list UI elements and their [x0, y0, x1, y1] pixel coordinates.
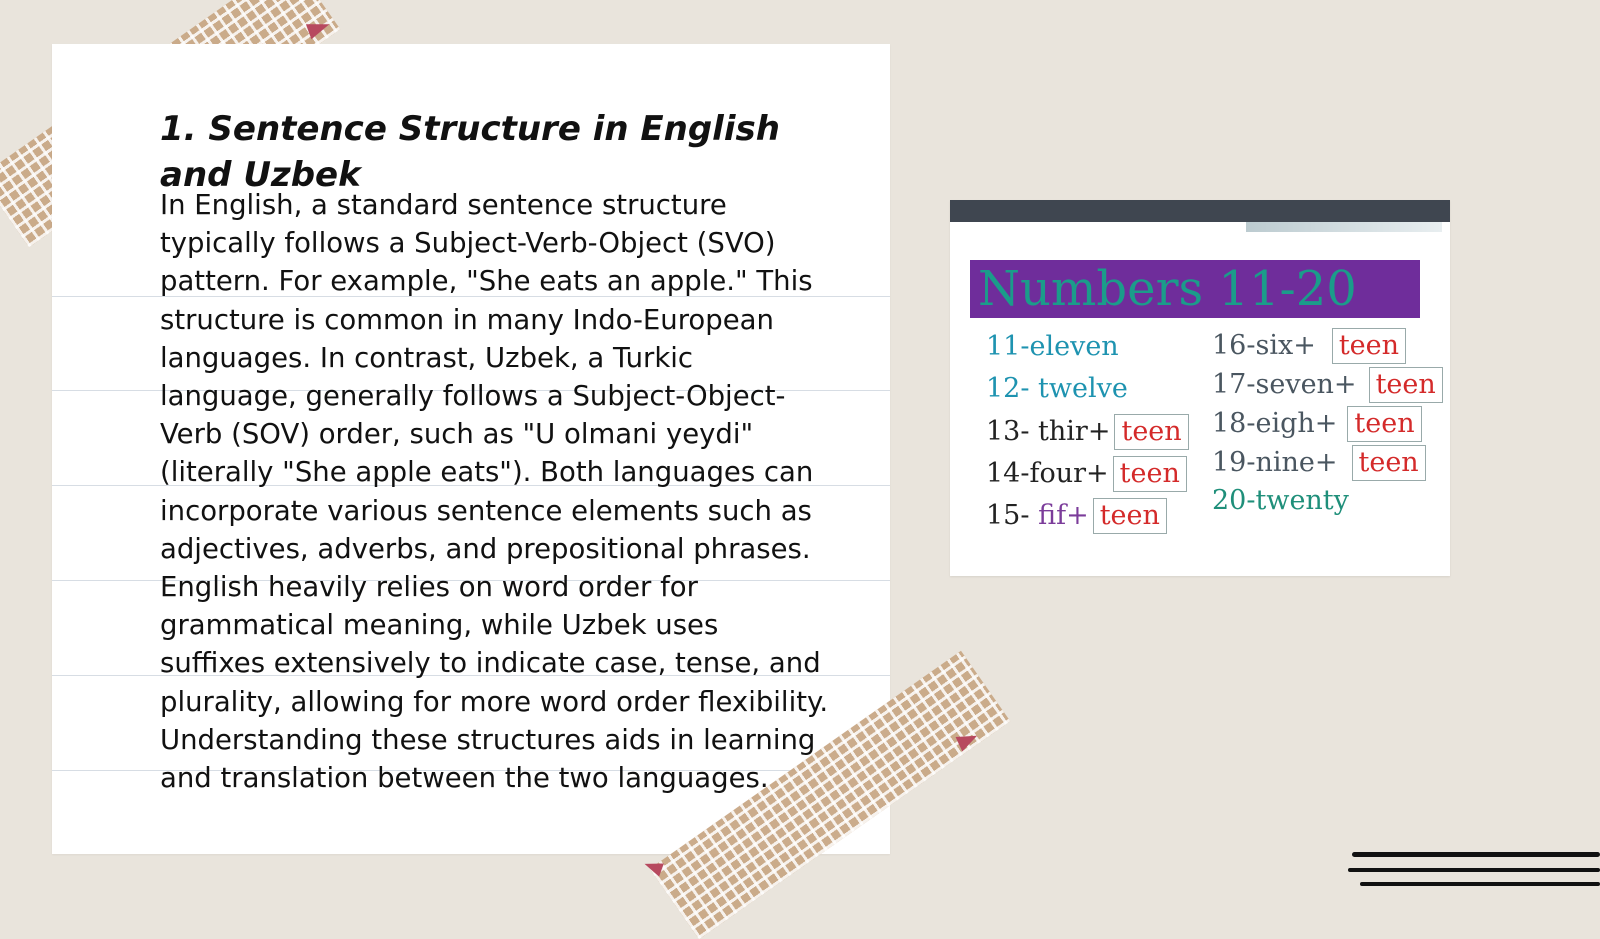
image-header-bar [950, 200, 1450, 222]
numbers-image [950, 200, 1450, 576]
slide-title: 1. Sentence Structure in English and Uzbek [160, 109, 780, 195]
number-word: fif+ [1038, 500, 1089, 531]
number-label: 12- twelve [986, 373, 1128, 404]
teen-suffix-box: teen [1093, 498, 1167, 534]
number-12 [986, 372, 1128, 406]
teen-suffix-box: teen [1352, 445, 1426, 481]
teen-suffix-box: teen [1114, 414, 1188, 450]
number-14 [986, 456, 1187, 492]
number-label: 17-seven+ [1212, 369, 1357, 400]
number-18 [1212, 406, 1422, 442]
decorative-line [1360, 882, 1600, 886]
number-label: 20-twenty [1212, 485, 1349, 516]
number-label: 13- thir+ [986, 416, 1111, 447]
number-20 [1212, 484, 1349, 518]
decorative-line [1352, 852, 1600, 857]
teen-suffix-box: teen [1369, 367, 1443, 403]
number-label: 16-six+ [1212, 330, 1316, 361]
slide-body-text: In English, a standard sentence structure typically follows a Subject-Verb-Object (SVO) pattern. For example, "She eats an apple." This structure is common in many Indo-European languages. In contrast, Uzbek, a Turkic language, generally follows a Subject-Object-Verb (SOV) order, such as "U olmani yeydi" (literally "She apple eats"). Both languages can incorporate various sentence elements such as adjectives, adverbs, and prepositional phrases. English heavily relies on word order for grammatical meaning, while Uzbek uses suffixes extensively to indicate case, tense, and plurality, allowing for more word order flexibility. Understanding these structures aids in learning and translation between the two languages. [160, 189, 829, 795]
number-15 [986, 498, 1167, 534]
number-label: 11-eleven [986, 331, 1119, 362]
decorative-line [1348, 868, 1600, 872]
image-header-accent [1246, 222, 1442, 232]
number-13 [986, 414, 1189, 450]
number-19 [1212, 445, 1426, 481]
teen-suffix-box: teen [1113, 456, 1187, 492]
teen-suffix-box: teen [1347, 406, 1421, 442]
teen-suffix-box: teen [1332, 328, 1406, 364]
number-label: 19-nine+ [1212, 447, 1338, 478]
number-17 [1212, 367, 1443, 403]
number-label: 14-four+ [986, 458, 1109, 489]
number-16 [1212, 328, 1406, 364]
number-11 [986, 330, 1119, 364]
number-label: 15- [986, 500, 1039, 531]
numbers-title: Numbers 11-20 [970, 260, 1420, 318]
number-label: 18-eigh+ [1212, 408, 1338, 439]
